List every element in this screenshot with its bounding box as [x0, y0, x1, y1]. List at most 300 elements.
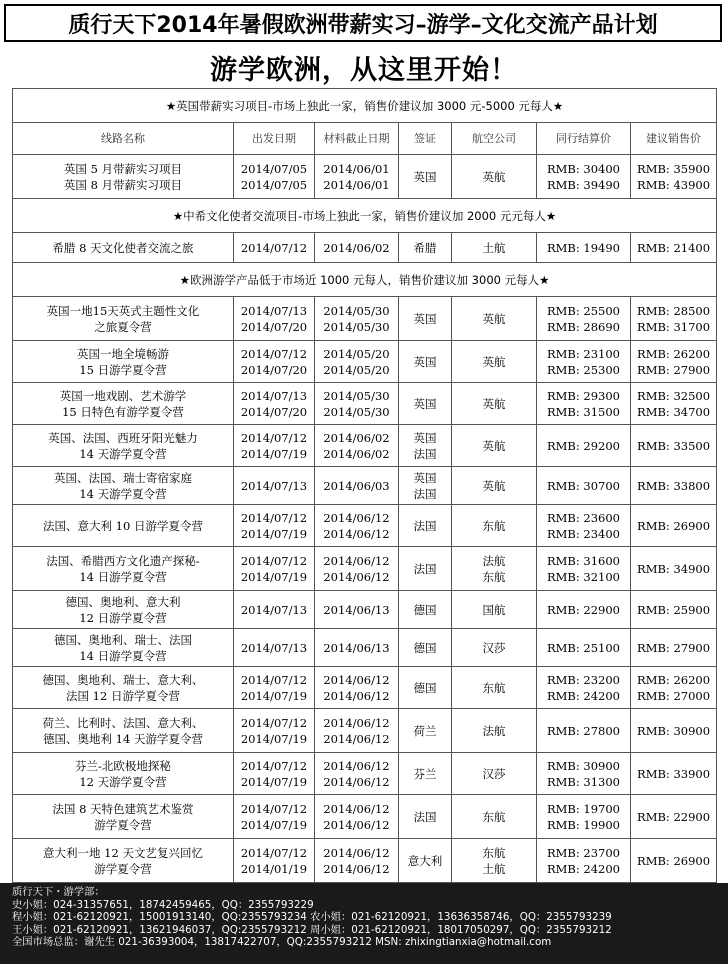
cell-line: RMB: 35900 [637, 161, 711, 176]
cell-line: 2014/07/05 [240, 161, 308, 176]
visa-cell [399, 467, 452, 505]
cell-line: RMB: 33500 [637, 438, 711, 453]
cell-line: RMB: 27900 [637, 640, 711, 655]
cell-line: 2014/05/20 [323, 346, 390, 361]
cell-line: RMB: 26900 [637, 518, 711, 533]
cell-line: 2014/07/13 [240, 388, 308, 403]
depart-date-cell [234, 709, 315, 753]
cell-line: 2014/05/30 [323, 404, 390, 419]
cell-line: RMB: 33800 [637, 478, 711, 493]
cell-line: 德国、奥地利、意大利 [65, 594, 181, 609]
cell-line: 英航 [482, 396, 506, 411]
table-row [13, 629, 717, 667]
airline-cell [452, 297, 537, 341]
cell-line: 英国一地全境畅游 [77, 346, 169, 361]
depart-date-cell [234, 425, 315, 467]
depart-date-cell [234, 547, 315, 591]
route-name-cell [13, 297, 234, 341]
cell-line: 汉莎 [482, 640, 506, 655]
deadline-cell [315, 547, 399, 591]
airline-cell [452, 709, 537, 753]
footer-line: 质行天下・游学部： [12, 886, 105, 898]
route-name-cell [13, 591, 234, 629]
airline-cell [452, 467, 537, 505]
cell-line: RMB: 22900 [637, 809, 711, 824]
table-row [13, 297, 717, 341]
retail-price-cell [631, 505, 717, 547]
cell-line: 12 天游学夏令营 [79, 774, 167, 789]
retail-price-cell [631, 839, 717, 883]
cell-line: 2014/07/13 [240, 303, 308, 318]
cell-line: 英国、法国、西班牙阳光魅力 [48, 430, 198, 445]
cell-line: 2014/06/13 [323, 602, 390, 617]
cell-line: 2014/07/12 [240, 801, 308, 816]
cell-line: RMB: 27900 [637, 362, 711, 377]
net-price-cell [537, 709, 631, 753]
cell-line: 2014/06/12 [323, 774, 390, 789]
cell-line: 游学夏令营 [94, 817, 152, 832]
depart-date-cell [234, 297, 315, 341]
cell-line: 2014/06/12 [323, 672, 390, 687]
cell-line: 2014/06/12 [323, 688, 390, 703]
section-heading-row [13, 263, 717, 297]
deadline-cell [315, 591, 399, 629]
airline-cell [452, 505, 537, 547]
route-name-cell [13, 709, 234, 753]
cell-line: 2014/05/30 [323, 388, 390, 403]
cell-line: RMB: 30900 [547, 758, 620, 773]
visa-cell [399, 795, 452, 839]
cell-line: 国航 [482, 602, 506, 617]
retail-price-cell [631, 297, 717, 341]
table-row [13, 795, 717, 839]
cell-line: 英国 [413, 311, 437, 326]
airline-cell [452, 795, 537, 839]
route-name-cell [13, 839, 234, 883]
cell-line: 2014/07/12 [240, 430, 308, 445]
cell-line: 2014/07/20 [240, 404, 308, 419]
net-price-cell [537, 383, 631, 425]
cell-line: 德国、奥地利、瑞士、法国 [54, 632, 192, 647]
cell-line: RMB: 23200 [547, 672, 620, 687]
cell-line: RMB: 26900 [637, 853, 711, 868]
cell-line: 荷兰、比利时、法国、意大利、 [42, 715, 204, 730]
cell-line: RMB: 25100 [547, 640, 620, 655]
airline-cell [452, 839, 537, 883]
airline-cell [452, 383, 537, 425]
route-name-cell [13, 341, 234, 383]
table-row [13, 709, 717, 753]
title-banner [4, 4, 722, 42]
cell-line: 2014/07/12 [240, 346, 308, 361]
section-heading: ★英国带薪实习项目-市场上独此一家，销售价建议加 3000 元-5000 元每人★ [13, 89, 717, 123]
net-price-cell [537, 233, 631, 263]
cell-line: 英国 5 月带薪实习项目 [63, 161, 183, 176]
contact-footer [0, 883, 728, 964]
deadline-cell [315, 795, 399, 839]
cell-line: 东航 [482, 518, 506, 533]
cell-line: 法国 [413, 809, 437, 824]
cell-line: 法航 [482, 553, 506, 568]
net-price-cell [537, 297, 631, 341]
cell-line: 英国一地戏剧、艺术游学 [59, 388, 187, 403]
deadline-cell [315, 709, 399, 753]
cell-line: 希腊 [413, 240, 437, 255]
cell-line: 土航 [482, 861, 506, 876]
cell-line: 2014/06/12 [323, 845, 390, 860]
cell-line: 英航 [482, 311, 506, 326]
cell-line: 2014/06/12 [323, 553, 390, 568]
cell-line: 之旅夏令营 [94, 319, 152, 334]
deadline-cell [315, 383, 399, 425]
retail-price-cell [631, 547, 717, 591]
net-price-cell [537, 629, 631, 667]
cell-line: 德国 [413, 640, 437, 655]
cell-line: 英国 [413, 354, 437, 369]
airline-cell [452, 547, 537, 591]
column-header: 签证 [399, 123, 452, 155]
cell-line: RMB: 22900 [547, 602, 620, 617]
cell-line: RMB: 29200 [547, 438, 620, 453]
cell-line: 汉莎 [482, 766, 506, 781]
net-price-cell [537, 341, 631, 383]
cell-line: RMB: 23600 [547, 510, 620, 525]
section-heading-row [13, 89, 717, 123]
retail-price-cell [631, 341, 717, 383]
route-name-cell [13, 753, 234, 795]
cell-line: 德国、奥地利 14 天游学夏令营 [43, 731, 203, 746]
column-header: 同行结算价 [537, 123, 631, 155]
net-price-cell [537, 591, 631, 629]
cell-line: RMB: 39490 [547, 177, 620, 192]
footer-line: 程小姐：021-62120921，15001913140，QQ:2355793234 农小姐：021-62120921，13636358746，QQ：2355793239 [12, 911, 612, 924]
visa-cell [399, 591, 452, 629]
cell-line: 希腊 8 天文化使者交流之旅 [52, 240, 194, 255]
route-name-cell [13, 425, 234, 467]
footer-line: 全国市场总监：谢先生 021-36393004，13817422707，QQ:2355793212 MSN: zhixingtianxia@hotmail.com [12, 936, 552, 949]
cell-line: RMB: 23700 [547, 845, 620, 860]
airline-cell [452, 425, 537, 467]
cell-line: 2014/01/19 [240, 861, 308, 876]
airline-cell [452, 629, 537, 667]
cell-line: RMB: 31500 [547, 404, 620, 419]
cell-line: 2014/07/19 [240, 817, 308, 832]
airline-cell [452, 341, 537, 383]
net-price-cell [537, 839, 631, 883]
column-header: 航空公司 [452, 123, 537, 155]
cell-line: 英国一地15天英式主题性文化 [46, 303, 200, 318]
depart-date-cell [234, 839, 315, 883]
airline-cell [452, 667, 537, 709]
deadline-cell [315, 629, 399, 667]
net-price-cell [537, 155, 631, 199]
cell-line: RMB: 19700 [547, 801, 620, 816]
cell-line: RMB: 23100 [547, 346, 620, 361]
depart-date-cell [234, 629, 315, 667]
cell-line: 东航 [482, 680, 506, 695]
column-header: 出发日期 [234, 123, 315, 155]
table-row [13, 383, 717, 425]
table-row [13, 425, 717, 467]
visa-cell [399, 547, 452, 591]
deadline-cell [315, 505, 399, 547]
cell-line: RMB: 27800 [547, 723, 620, 738]
cell-line: 2014/07/12 [240, 672, 308, 687]
cell-line: 英航 [482, 354, 506, 369]
cell-line: RMB: 34900 [637, 561, 711, 576]
cell-line: RMB: 29300 [547, 388, 620, 403]
cell-line: 2014/06/13 [323, 640, 390, 655]
cell-line: 2014/06/12 [323, 526, 390, 541]
net-price-cell [537, 753, 631, 795]
cell-line: 荷兰 [413, 723, 437, 738]
cell-line: 游学夏令营 [94, 861, 152, 876]
cell-line: RMB: 25300 [547, 362, 620, 377]
cell-line: 2014/07/19 [240, 688, 308, 703]
cell-line: 英国 [413, 396, 437, 411]
cell-line: RMB: 19900 [547, 817, 620, 832]
table-row [13, 155, 717, 199]
retail-price-cell [631, 591, 717, 629]
net-price-cell [537, 795, 631, 839]
cell-line: 2014/07/12 [240, 758, 308, 773]
deadline-cell [315, 341, 399, 383]
cell-line: 芬兰 [413, 766, 437, 781]
section-heading: ★中希文化使者交流项目-市场上独此一家，销售价建议加 2000 元元每人★ [13, 199, 717, 233]
net-price-cell [537, 505, 631, 547]
airline-cell [452, 233, 537, 263]
visa-cell [399, 629, 452, 667]
retail-price-cell [631, 753, 717, 795]
visa-cell [399, 233, 452, 263]
cell-line: RMB: 30900 [637, 723, 711, 738]
cell-line: RMB: 23400 [547, 526, 620, 541]
cell-line: RMB: 27000 [637, 688, 711, 703]
cell-line: RMB: 32100 [547, 569, 620, 584]
cell-line: RMB: 33900 [637, 766, 711, 781]
net-price-cell [537, 667, 631, 709]
cell-line: RMB: 28500 [637, 303, 711, 318]
table-row [13, 839, 717, 883]
table-row [13, 467, 717, 505]
deadline-cell [315, 425, 399, 467]
route-name-cell [13, 233, 234, 263]
cell-line: 英国、法国、瑞士寄宿家庭 [54, 470, 192, 485]
column-header: 建议销售价 [631, 123, 717, 155]
deadline-cell [315, 233, 399, 263]
cell-line: 东航 [482, 569, 506, 584]
cell-line: 意大利一地 12 天文艺复兴回忆 [43, 845, 203, 860]
cell-line: 德国 [413, 680, 437, 695]
route-name-cell [13, 547, 234, 591]
cell-line: 法国 [413, 486, 437, 501]
table-row [13, 667, 717, 709]
depart-date-cell [234, 467, 315, 505]
net-price-cell [537, 467, 631, 505]
footer-line: 史小姐：024-31357651，18742459465，QQ：2355793229 [12, 898, 314, 911]
cell-line: 意大利 [407, 853, 443, 868]
deadline-cell [315, 467, 399, 505]
table-row [13, 233, 717, 263]
table-row [13, 547, 717, 591]
table-row [13, 341, 717, 383]
cell-line: 2014/07/05 [240, 177, 308, 192]
page-subtitle: 游学欧洲，从这里开始！ [210, 55, 518, 86]
cell-line: 法航 [482, 723, 506, 738]
column-header-row [13, 123, 717, 155]
airline-cell [452, 591, 537, 629]
cell-line: 英国 8 月带薪实习项目 [63, 177, 183, 192]
cell-line: RMB: 30400 [547, 161, 620, 176]
cell-line: 2014/05/20 [323, 362, 390, 377]
cell-line: 英国 [413, 430, 437, 445]
retail-price-cell [631, 667, 717, 709]
cell-line: 2014/06/03 [323, 478, 390, 493]
cell-line: 英航 [482, 438, 506, 453]
visa-cell [399, 709, 452, 753]
airline-cell [452, 155, 537, 199]
cell-line: RMB: 25900 [637, 602, 711, 617]
visa-cell [399, 425, 452, 467]
deadline-cell [315, 753, 399, 795]
cell-line: 法国、希腊西方文化遗产探秘- [46, 553, 200, 568]
cell-line: 2014/06/01 [323, 177, 390, 192]
cell-line: 2014/07/19 [240, 446, 308, 461]
deadline-cell [315, 297, 399, 341]
footer-line: 王小姐：021-62120921，13621946037，QQ:2355793212 周小姐：021-62120921，18017050297，QQ：2355793212 [12, 923, 612, 936]
cell-line: 2014/07/19 [240, 731, 308, 746]
cell-line: 英航 [482, 169, 506, 184]
cell-line: 2014/06/12 [323, 715, 390, 730]
cell-line: 德国 [413, 602, 437, 617]
cell-line: 2014/06/12 [323, 758, 390, 773]
cell-line: RMB: 25500 [547, 303, 620, 318]
retail-price-cell [631, 467, 717, 505]
route-name-cell [13, 795, 234, 839]
page-title: 质行天下2014年暑假欧洲带薪实习–游学–文化交流产品计划 [68, 12, 658, 38]
cell-line: RMB: 24200 [547, 861, 620, 876]
cell-line: 12 日游学夏令营 [79, 610, 167, 625]
cell-line: 英国 [413, 470, 437, 485]
route-name-cell [13, 467, 234, 505]
airline-cell [452, 753, 537, 795]
net-price-cell [537, 547, 631, 591]
cell-line: RMB: 21400 [637, 240, 711, 255]
retail-price-cell [631, 425, 717, 467]
deadline-cell [315, 839, 399, 883]
route-name-cell [13, 629, 234, 667]
depart-date-cell [234, 591, 315, 629]
cell-line: 2014/06/12 [323, 510, 390, 525]
cell-line: 2014/07/13 [240, 602, 308, 617]
cell-line: 法国 [413, 446, 437, 461]
depart-date-cell [234, 753, 315, 795]
cell-line: 2014/06/12 [323, 731, 390, 746]
cell-line: 法国、意大利 10 日游学夏令营 [43, 518, 203, 533]
visa-cell [399, 505, 452, 547]
cell-line: RMB: 31600 [547, 553, 620, 568]
column-header: 材料截止日期 [315, 123, 399, 155]
cell-line: 2014/06/12 [323, 861, 390, 876]
product-table [12, 88, 717, 883]
cell-line: 2014/07/12 [240, 510, 308, 525]
retail-price-cell [631, 629, 717, 667]
section-heading-row [13, 199, 717, 233]
cell-line: 东航 [482, 845, 506, 860]
cell-line: 法国 12 日游学夏令营 [66, 688, 180, 703]
deadline-cell [315, 155, 399, 199]
cell-line: RMB: 34700 [637, 404, 711, 419]
cell-line: 2014/07/12 [240, 553, 308, 568]
column-header: 线路名称 [13, 123, 234, 155]
cell-line: 2014/06/02 [323, 240, 390, 255]
cell-line: RMB: 31300 [547, 774, 620, 789]
cell-line: 2014/07/13 [240, 640, 308, 655]
depart-date-cell [234, 341, 315, 383]
visa-cell [399, 155, 452, 199]
cell-line: 14 日游学夏令营 [79, 648, 167, 663]
retail-price-cell [631, 233, 717, 263]
cell-line: 14 天游学夏令营 [79, 486, 167, 501]
cell-line: 2014/07/19 [240, 774, 308, 789]
visa-cell [399, 839, 452, 883]
retail-price-cell [631, 383, 717, 425]
cell-line: 2014/07/19 [240, 526, 308, 541]
cell-line: 法国 8 天特色建筑艺术鉴赏 [52, 801, 194, 816]
cell-line: 法国 [413, 518, 437, 533]
retail-price-cell [631, 795, 717, 839]
route-name-cell [13, 505, 234, 547]
table-row [13, 591, 717, 629]
cell-line: 2014/06/12 [323, 569, 390, 584]
cell-line: 2014/06/12 [323, 801, 390, 816]
cell-line: 2014/07/20 [240, 362, 308, 377]
cell-line: RMB: 32500 [637, 388, 711, 403]
cell-line: 2014/07/20 [240, 319, 308, 334]
cell-line: 2014/06/01 [323, 161, 390, 176]
cell-line: 东航 [482, 809, 506, 824]
visa-cell [399, 383, 452, 425]
cell-line: 15 日游学夏令营 [79, 362, 167, 377]
cell-line: 英航 [482, 478, 506, 493]
visa-cell [399, 297, 452, 341]
table-row [13, 753, 717, 795]
cell-line: 法国 [413, 561, 437, 576]
route-name-cell [13, 155, 234, 199]
depart-date-cell [234, 795, 315, 839]
cell-line: 2014/05/30 [323, 303, 390, 318]
cell-line: 2014/06/02 [323, 446, 390, 461]
table-row [13, 505, 717, 547]
deadline-cell [315, 667, 399, 709]
cell-line: RMB: 26200 [637, 672, 711, 687]
cell-line: RMB: 26200 [637, 346, 711, 361]
cell-line: 2014/07/19 [240, 569, 308, 584]
net-price-cell [537, 425, 631, 467]
depart-date-cell [234, 155, 315, 199]
route-name-cell [13, 383, 234, 425]
cell-line: 2014/06/12 [323, 817, 390, 832]
cell-line: RMB: 30700 [547, 478, 620, 493]
cell-line: RMB: 19490 [547, 240, 620, 255]
depart-date-cell [234, 667, 315, 709]
cell-line: 2014/07/13 [240, 478, 308, 493]
cell-line: 2014/07/12 [240, 240, 308, 255]
cell-line: 15 日特色有游学夏令营 [62, 404, 184, 419]
depart-date-cell [234, 505, 315, 547]
depart-date-cell [234, 233, 315, 263]
cell-line: 2014/05/30 [323, 319, 390, 334]
